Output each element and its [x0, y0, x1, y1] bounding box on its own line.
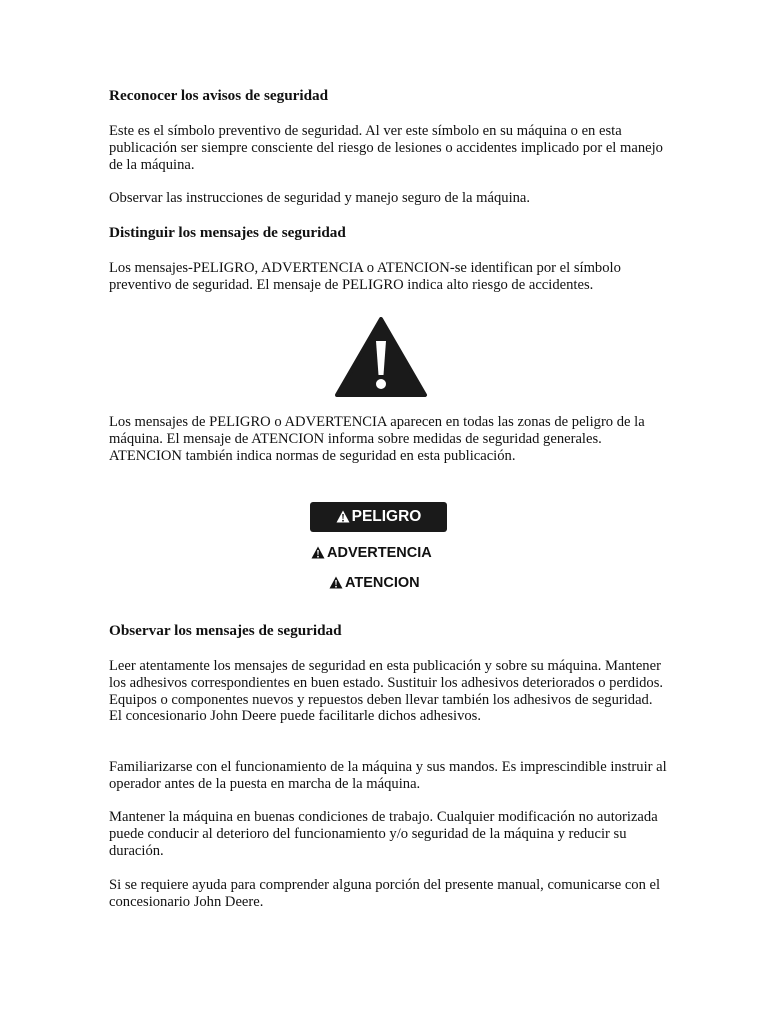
signal-word-labels: [304, 502, 454, 598]
heading-distinguir: Distinguir los mensajes de seguridad: [109, 224, 346, 241]
label-atencion: [329, 574, 420, 592]
paragraph-ayuda-concesionario: Si se requiere ayuda para comprender alguna porción del presente manual, comunicarse con el concesionario John Deere.: [109, 877, 661, 910]
heading-reconocer: Reconocer los avisos de seguridad: [109, 87, 329, 104]
safety-alert-symbol: [334, 317, 428, 399]
paragraph-zonas-peligro: Los mensajes de PELIGRO o ADVERTENCIA aparecen en todas las zonas de peligro de la máquina. El mensaje de ATENCION informa sobre medidas de seguridad generales. ATENCION también indica normas de seguridad en esta publicación.: [109, 414, 645, 464]
paragraph-mensajes-peligro: Los mensajes-PELIGRO, ADVERTENCIA o ATENCION-se identifican por el símbolo preventivo de seguridad. El mensaje de PELIGRO indica alto riesgo de accidentes.: [109, 260, 621, 293]
paragraph-leer-atentamente: Leer atentamente los mensajes de seguridad en esta publicación y sobre su máquina. Mantener los adhesivos correspondientes en buen estado. Sustituir los adhesivos deteriorados o perdidos. Equipos o componentes nuevos y repuestos deben llevar también los adhesivos de seguridad. El concesionario John Deere puede facilitarle dichos adhesivos.: [109, 658, 664, 725]
paragraph-familiarizarse: Familiarizarse con el funcionamiento de la máquina y sus mandos. Es imprescindible instruir al operador antes de la puesta en marcha de la máquina.: [109, 759, 667, 792]
small-warning-triangle-icon: [336, 510, 350, 523]
paragraph-simbolo-preventivo: Este es el símbolo preventivo de seguridad. Al ver este símbolo en su máquina o en esta publicación ser siempre consciente del riesgo de lesiones o accidentes implicado por el manejo de la máquina.: [109, 123, 663, 173]
label-advertencia: [311, 544, 432, 562]
paragraph-observar-instrucciones: Observar las instrucciones de seguridad y manejo seguro de la máquina.: [109, 190, 531, 206]
small-warning-triangle-icon: [311, 546, 325, 559]
label-atencion-text: ATENCION: [345, 575, 420, 591]
label-peligro: [310, 502, 447, 532]
small-warning-triangle-icon: [329, 576, 343, 589]
label-advertencia-text: ADVERTENCIA: [327, 545, 432, 561]
paragraph-mantener-maquina: Mantener la máquina en buenas condiciones de trabajo. Cualquier modificación no autorizada puede conducir al deterioro del funcionamiento y/o seguridad de la máquina y reducir su duración.: [109, 809, 658, 859]
label-peligro-text: PELIGRO: [351, 508, 422, 525]
heading-observar: Observar los mensajes de seguridad: [109, 622, 342, 639]
warning-triangle-icon: [334, 317, 428, 399]
